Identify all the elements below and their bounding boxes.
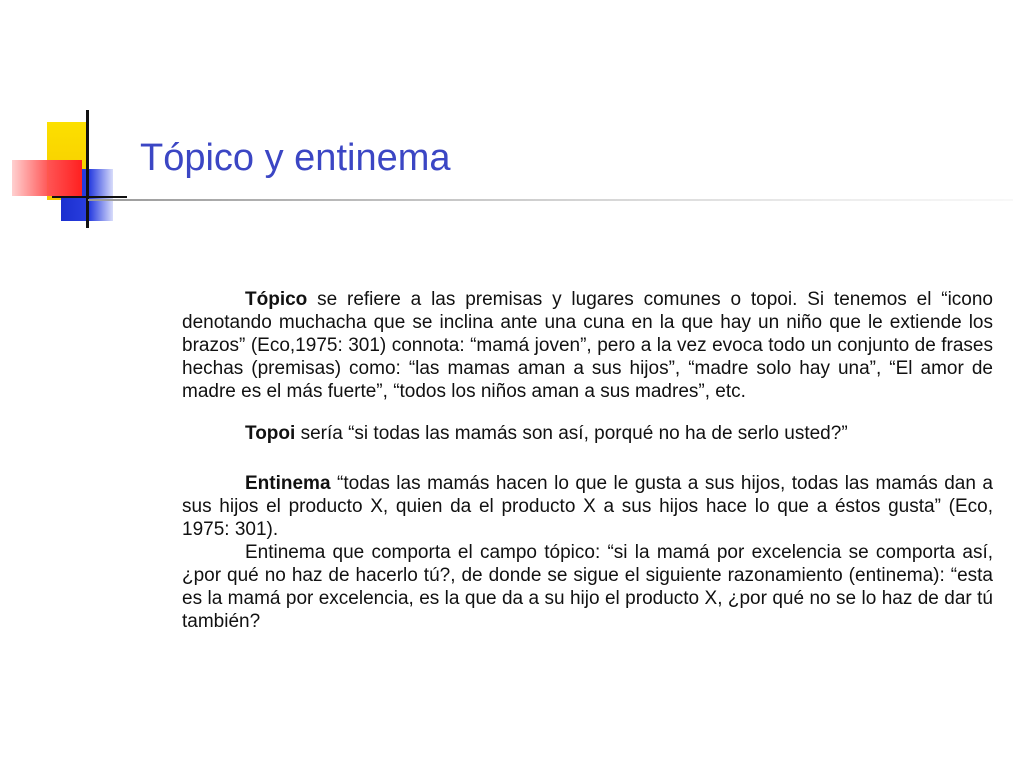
- paragraph-topico: [182, 288, 993, 403]
- paragraph-campo-topico: [182, 541, 993, 633]
- slide-title: Tópico y entinema: [140, 137, 451, 179]
- term-topico: Tópico: [245, 289, 308, 310]
- title-underline-rule: [88, 199, 1013, 201]
- term-entinema: Entinema: [245, 473, 331, 494]
- paragraph-topoi: [182, 422, 993, 445]
- slide-body: [182, 288, 993, 633]
- paragraph-text: se refiere a las premisas y lugares comunes o topoi. Si tenemos el “icono denotando muchacha que se inclina ante una cuna en la que hay un niño que le extiende los brazos” (Eco,1975: 301) connota: “mamá joven”, pero a la vez evoca todo un conjunto de frases hechas (premisas) como: “las mamas aman a sus hijos”, “madre solo hay una”, “El amor de madre es el más fuerte”, “todos los niños aman a sus madres”, etc.: [182, 289, 993, 402]
- paragraph-entinema: [182, 472, 993, 541]
- short-horizontal-rule: [52, 196, 127, 198]
- vertical-rule: [86, 110, 89, 228]
- paragraph-text: Entinema que comporta el campo tópico: “si la mamá por excelencia se comporta así, ¿por qué no haz de hacerlo tú?, de donde se sigue el siguiente razonamiento (entinema): “esta es la mamá por excelencia, es la que da a su hijo el producto X, ¿por qué no se lo haz de dar tú también?: [182, 542, 993, 632]
- paragraph-text: “todas las mamás hacen lo que le gusta a sus hijos, todas las mamás dan a sus hijos el producto X, quien da el producto X a sus hijos hace lo que a éstos gusta” (Eco, 1975: 301).: [182, 473, 993, 540]
- term-topoi: Topoi: [245, 423, 296, 444]
- title-decoration: [0, 0, 160, 240]
- red-square-decoration: [12, 160, 82, 196]
- paragraph-text: sería “si todas las mamás son así, porqué no ha de serlo usted?”: [295, 423, 848, 444]
